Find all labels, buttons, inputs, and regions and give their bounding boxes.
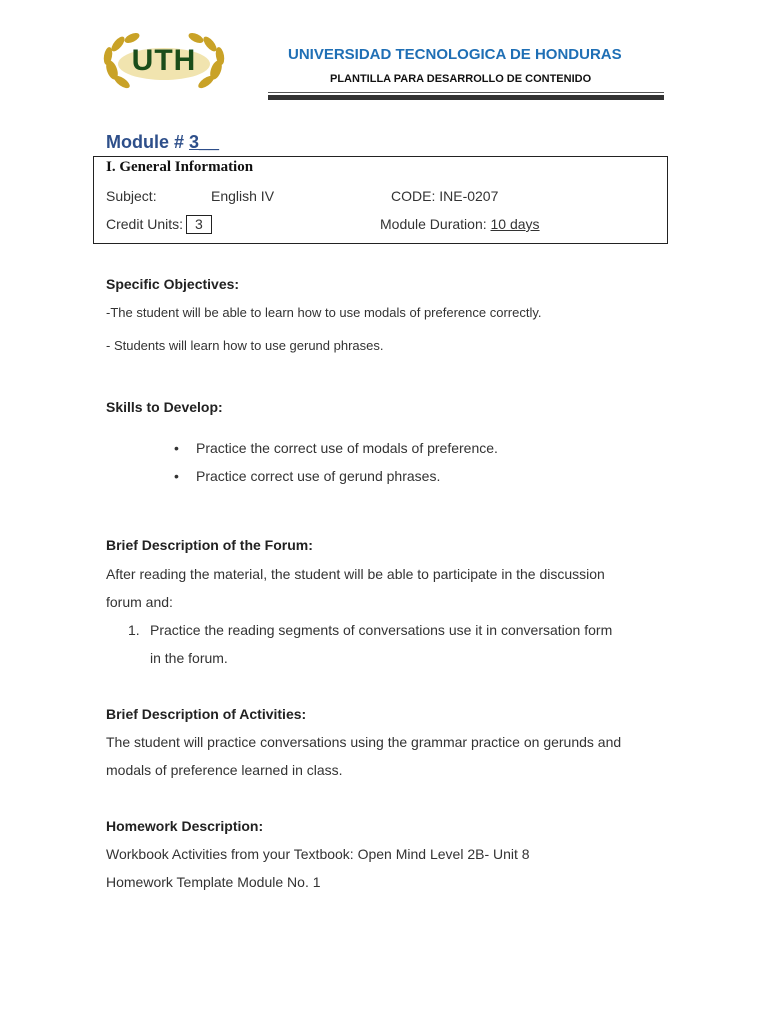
forum-intro-line: forum and: — [106, 594, 173, 610]
forum-item-text: Practice the reading segments of conversations use it in conversation form — [150, 622, 613, 638]
module-number: 3__ — [189, 132, 220, 152]
skill-item — [174, 440, 498, 456]
code-value: INE-0207 — [439, 188, 499, 204]
list-number: 1. — [128, 622, 140, 638]
bullet-icon: • — [174, 468, 179, 484]
objective-item: - Students will learn how to use gerund phrases. — [106, 338, 384, 353]
skill-text: Practice correct use of gerund phrases. — [196, 468, 441, 484]
skills-heading: Skills to Develop: — [106, 399, 223, 415]
objectives-heading: Specific Objectives: — [106, 276, 240, 292]
activities-line: The student will practice conversations using the grammar practice on gerunds and — [106, 734, 622, 750]
logo-text: UTH — [131, 44, 197, 77]
general-info-heading: I. General Information — [106, 159, 254, 175]
forum-intro-line: After reading the material, the student will be able to participate in the discussion — [106, 566, 605, 582]
module-duration-label: Module Duration: — [380, 216, 487, 232]
university-name: UNIVERSIDAD TECNOLOGICA DE HONDURAS — [288, 46, 622, 63]
forum-list-item — [128, 622, 612, 638]
objective-item: -The student will be able to learn how to use modals of preference correctly. — [106, 305, 542, 320]
code-field — [391, 188, 498, 204]
header-rule-thick — [268, 95, 664, 100]
template-title: PLANTILLA PARA DESARROLLO DE CONTENIDO — [330, 73, 592, 85]
forum-item-continuation: in the forum. — [150, 650, 228, 666]
skill-text: Practice the correct use of modals of preference. — [196, 440, 498, 456]
module-label: Module # — [106, 132, 185, 152]
activities-heading: Brief Description of Activities: — [106, 706, 307, 722]
credit-units-label: Credit Units: — [106, 216, 184, 232]
module-title — [106, 132, 219, 153]
module-duration-value: 10 days — [490, 216, 540, 232]
subject-value: English IV — [211, 188, 275, 204]
module-duration-field — [380, 216, 540, 232]
uth-logo — [98, 30, 230, 96]
homework-line: Homework Template Module No. 1 — [106, 874, 321, 890]
subject-label: Subject: — [106, 188, 157, 204]
activities-line: modals of preference learned in class. — [106, 762, 343, 778]
credit-units-value: 3 — [186, 215, 212, 234]
bullet-icon: • — [174, 440, 179, 456]
code-label: CODE: — [391, 188, 436, 204]
skill-item — [174, 468, 440, 484]
header-rule-thin — [268, 92, 664, 93]
forum-heading: Brief Description of the Forum: — [106, 537, 313, 553]
homework-line: Workbook Activities from your Textbook: Open Mind Level 2B- Unit 8 — [106, 846, 530, 862]
homework-heading: Homework Description: — [106, 818, 264, 834]
credit-units-field — [106, 215, 212, 234]
